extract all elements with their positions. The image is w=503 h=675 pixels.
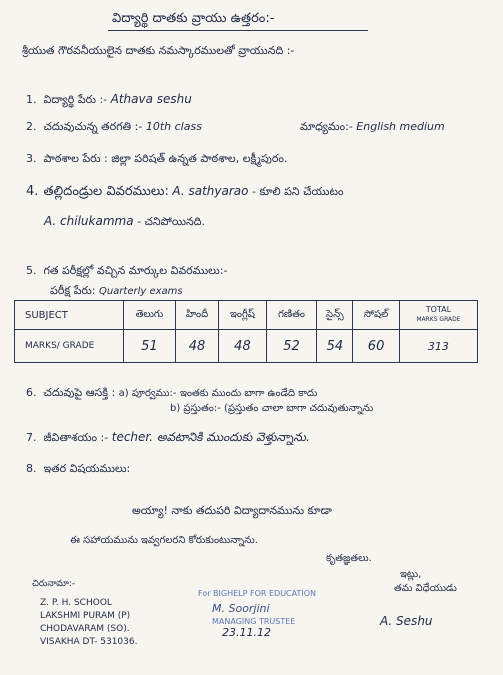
grade-header: MARKS GRADE: [416, 316, 461, 323]
past-value: ఇంతకు ముందు బాగా ఉండేది కాదు: [180, 388, 318, 399]
trustee-stamp: [198, 588, 317, 639]
address-line: CHODAVARAM (SO).: [40, 624, 130, 634]
item-num: 2.: [26, 120, 37, 133]
mark-cell: 48: [219, 330, 266, 363]
item-label: జీవితాశయం :-: [43, 431, 109, 444]
page-title: విద్యార్థి దాతకు వ్రాయు ఉత్తరం:-: [112, 11, 275, 26]
item-other: [26, 462, 130, 476]
student-name: Athava seshu: [110, 92, 192, 106]
signoff-line-1: ఇట్లు,: [400, 569, 422, 580]
stamp-signature: M. Soorjini: [212, 602, 270, 615]
address-block: [32, 578, 138, 649]
item-num: 6.: [26, 386, 37, 399]
past-label: a) పూర్వము:-: [118, 388, 177, 399]
mother-name: A. chilukamma: [44, 214, 134, 228]
marks-value-row: [15, 330, 478, 363]
closing-thanks: కృతజ్ఞతలు.: [326, 553, 372, 564]
medium-label: మాధ్యమం:-: [300, 120, 353, 133]
signature-name: A. Seshu: [380, 614, 433, 628]
school-value: జిల్లా పరిషత్ ఉన్నత పాఠశాల, లక్ష్మీపురం.: [111, 152, 288, 165]
goal-value: techer. అవటానికి ముందుకు వెళ్తున్నాను.: [111, 430, 310, 444]
salutation: శ్రీయుత గౌరవనీయులైన దాతకు నమస్కారములతో వ్రాయునది :-: [22, 44, 295, 57]
item-num: 1.: [26, 93, 37, 106]
total-cell: 313: [399, 330, 477, 363]
marks-table: [14, 300, 478, 363]
class-value: 10th class: [145, 120, 202, 133]
signoff-block: [380, 568, 457, 628]
father-name: A. sathyarao: [172, 184, 249, 198]
present-value: (ప్రస్తుతం చాలా బాగా చదువుతున్నాను: [224, 403, 374, 414]
mark-cell: 60: [353, 330, 400, 363]
header-cell: సోషల్: [353, 301, 400, 330]
exam-name-value: Quarterly exams: [98, 286, 183, 297]
item-num: 4.: [26, 184, 39, 199]
mark-cell: 52: [266, 330, 317, 363]
item-num: 3.: [26, 152, 37, 165]
mark-cell: 51: [124, 330, 176, 363]
item-label: విద్యార్థి పేరు :-: [43, 93, 108, 106]
item-label: పాఠశాల పేరు :: [43, 152, 108, 165]
item-goal: [26, 430, 310, 445]
item-label: చదువుపై ఆసక్తి :: [43, 386, 116, 399]
item-school: [26, 152, 287, 166]
row-label: MARKS/ GRADE: [15, 330, 124, 363]
header-cell: సైన్స్: [317, 301, 353, 330]
closing-line-2: ఈ సహాయమును ఇవ్వగలరని కోరుకుంటున్నాను.: [70, 535, 258, 546]
header-cell: SUBJECT: [15, 301, 124, 330]
stamp-role: MANAGING TRUSTEE: [212, 617, 296, 626]
header-cell: హిందీ: [175, 301, 218, 330]
stamp-date: 23.11.12: [222, 626, 271, 639]
present-label: b) ప్రస్తుతం:-: [170, 403, 221, 414]
address-line: Z. P. H. SCHOOL: [40, 598, 112, 608]
header-cell: తెలుగు: [124, 301, 176, 330]
header-cell: ఇంగ్లీష్: [219, 301, 266, 330]
item-name: [26, 92, 192, 107]
title-underline: [108, 30, 368, 31]
marks-header-row: [15, 301, 478, 330]
stamp-org: For BIGHELP FOR EDUCATION: [198, 589, 317, 598]
item-exam: [26, 264, 227, 278]
medium-value: English medium: [356, 120, 445, 133]
mother-job: - చనిపోయినది.: [137, 215, 205, 228]
item-interest: [26, 386, 317, 401]
item-mother: [44, 214, 205, 229]
item-label: తల్లిదండ్రుల వివరములు:: [43, 184, 169, 199]
item-medium: [300, 120, 445, 134]
exam-name-line: [50, 284, 183, 299]
item-class: [26, 120, 202, 134]
header-cell: గణితం: [266, 301, 317, 330]
signoff-line-2: తమ విధేయుడు: [394, 583, 457, 594]
mark-cell: 48: [175, 330, 218, 363]
address-label: చిరునామా:-: [32, 579, 76, 589]
item-label: చదువుచున్న తరగతి :-: [43, 120, 143, 133]
father-job: - కూలి పని చేయుటం: [251, 185, 344, 198]
interest-present: [170, 402, 373, 416]
header-cell-total: [399, 301, 477, 330]
item-label: గత పరీక్షల్లో వచ్చిన మార్కుల వివరములు:-: [43, 264, 228, 277]
closing-line-1: అయ్యా! నాకు తదుపరి విద్యాదానమును కూడా: [132, 504, 332, 517]
address-line: VISAKHA DT- 531036.: [40, 637, 138, 647]
item-num: 8.: [26, 462, 37, 475]
mark-cell: 54: [317, 330, 353, 363]
address-line: LAKSHMI PURAM (P): [40, 611, 131, 621]
item-label: ఇతర విషయములు:: [43, 462, 131, 475]
item-num: 5.: [26, 264, 37, 277]
total-header: TOTAL: [425, 305, 452, 314]
exam-name-label: పరీక్ష పేరు:: [50, 284, 96, 297]
item-parents: [26, 184, 344, 199]
item-num: 7.: [26, 431, 37, 444]
